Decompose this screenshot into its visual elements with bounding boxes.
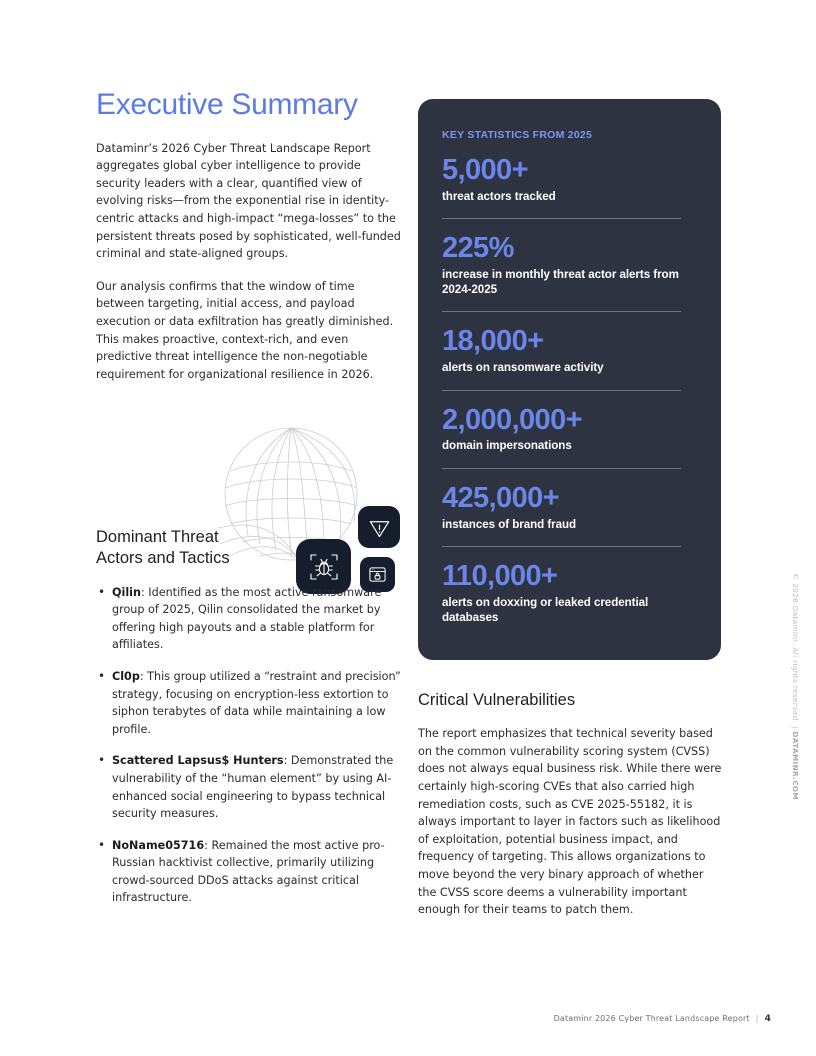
stat-label: alerts on doxxing or leaked credential databases <box>442 595 649 624</box>
brand-url: DATAMINR.COM <box>791 731 800 800</box>
divider <box>442 390 681 391</box>
left-column <box>96 88 402 398</box>
stat-label: alerts on ransomware activity <box>442 360 604 374</box>
footer-page-number: 4 <box>764 1014 771 1024</box>
divider <box>442 218 681 219</box>
stat-label: increase in monthly threat actor alerts from 2024-2025 <box>442 268 679 296</box>
stat-value: 110,000+ <box>442 560 558 593</box>
list-item-term: Qilin <box>112 585 141 599</box>
stat-value: 225% <box>442 232 514 265</box>
list-item-term: Scattered Lapsus$ Hunters <box>112 754 284 768</box>
threat-actors-heading: Dominant Threat Actors and Tactics <box>96 528 230 568</box>
side-rail-copyright <box>791 573 800 800</box>
page-title: Executive Summary <box>96 88 358 121</box>
intro-paragraph-1: Dataminr’s 2026 Cyber Threat Landscape Report aggregates global cyber intelligence to provide security leaders with a clear, quantified view of evolving risks—from the exponential rise in identity-centric attacks and high-impact “mega-losses” to the persistent threats posed by sophisticated, well-funded criminal and state-aligned groups. <box>96 141 401 261</box>
copyright-text: © 2026 Dataminr. All rights reserved. | <box>791 572 800 732</box>
stat-label: instances of brand fraud <box>442 517 577 531</box>
list-item <box>96 584 402 654</box>
stat-item <box>442 483 697 534</box>
critical-vulnerabilities-paragraph: The report emphasizes that technical severity based on the common vulnerability scoring system (CVSS) does not always equal business risk. While there were certainly high-scoring CVEs that also carried high remediation costs, such as CVE 2025-55182, it is always important to layer in factors such as likelihood of exploitation, potential business impact, and frequency of targeting. This allows organizations to move beyond the very binary approach of whether the CVSS score deems a vulnerability important enough for their teams to patch them. <box>418 727 722 917</box>
stat-item <box>442 405 697 456</box>
list-item-text: : Identified as the most active ransomware group of 2025, Qilin consolidated the market by offering high payouts and a stable platform for affiliates. <box>112 585 382 652</box>
stat-item <box>442 561 697 627</box>
stat-value: 425,000+ <box>442 481 559 514</box>
stat-item <box>442 155 697 206</box>
divider <box>442 311 681 312</box>
page-footer <box>554 1014 771 1024</box>
list-item-text: : Remained the most active pro-Russian hacktivist collective, primarily utilizing crowd-sourced DDoS attacks against critical infrastructure. <box>112 838 385 905</box>
list-item <box>96 837 402 907</box>
divider <box>442 546 681 547</box>
threat-actors-list <box>96 584 402 908</box>
stat-value: 5,000+ <box>442 154 528 186</box>
divider <box>442 468 681 469</box>
footer-separator: | <box>755 1014 759 1023</box>
key-statistics-panel <box>418 99 721 660</box>
stat-item <box>442 326 697 377</box>
list-item-text: : This group utilized a “restraint and precision” strategy, focusing on encryption-less extortion to siphon terabytes of data while maintaining a low profile. <box>112 669 401 736</box>
stat-value: 18,000+ <box>442 325 544 358</box>
stat-label: domain impersonations <box>442 439 572 453</box>
stat-label: threat actors tracked <box>442 189 556 203</box>
stat-item <box>442 233 697 299</box>
list-item-text: : Demonstrated the vulnerability of the “human element” by using AI-enhanced social engineering to bypass technical security measures. <box>112 754 394 821</box>
critical-vulnerabilities-heading: Critical Vulnerabilities <box>418 691 576 709</box>
list-item <box>96 668 402 738</box>
stat-value: 2,000,000+ <box>442 403 582 436</box>
list-item-term: NoName05716 <box>112 838 205 852</box>
footer-report-name: Dataminr 2026 Cyber Threat Landscape Report <box>553 1014 750 1023</box>
threat-actors-section <box>96 527 402 907</box>
intro-paragraph-2: Our analysis confirms that the window of time between targeting, initial access, and payload execution or data exfiltration has greatly diminished. This makes proactive, context-rich, and even predictive threat intelligence the non-negotiable requirement for organizational resilience in 2026. <box>96 279 394 381</box>
critical-vulnerabilities-section <box>418 690 722 934</box>
list-item-term: Cl0p <box>112 669 140 683</box>
list-item <box>96 752 402 822</box>
key-statistics-kicker: KEY STATISTICS FROM 2025 <box>442 129 593 141</box>
